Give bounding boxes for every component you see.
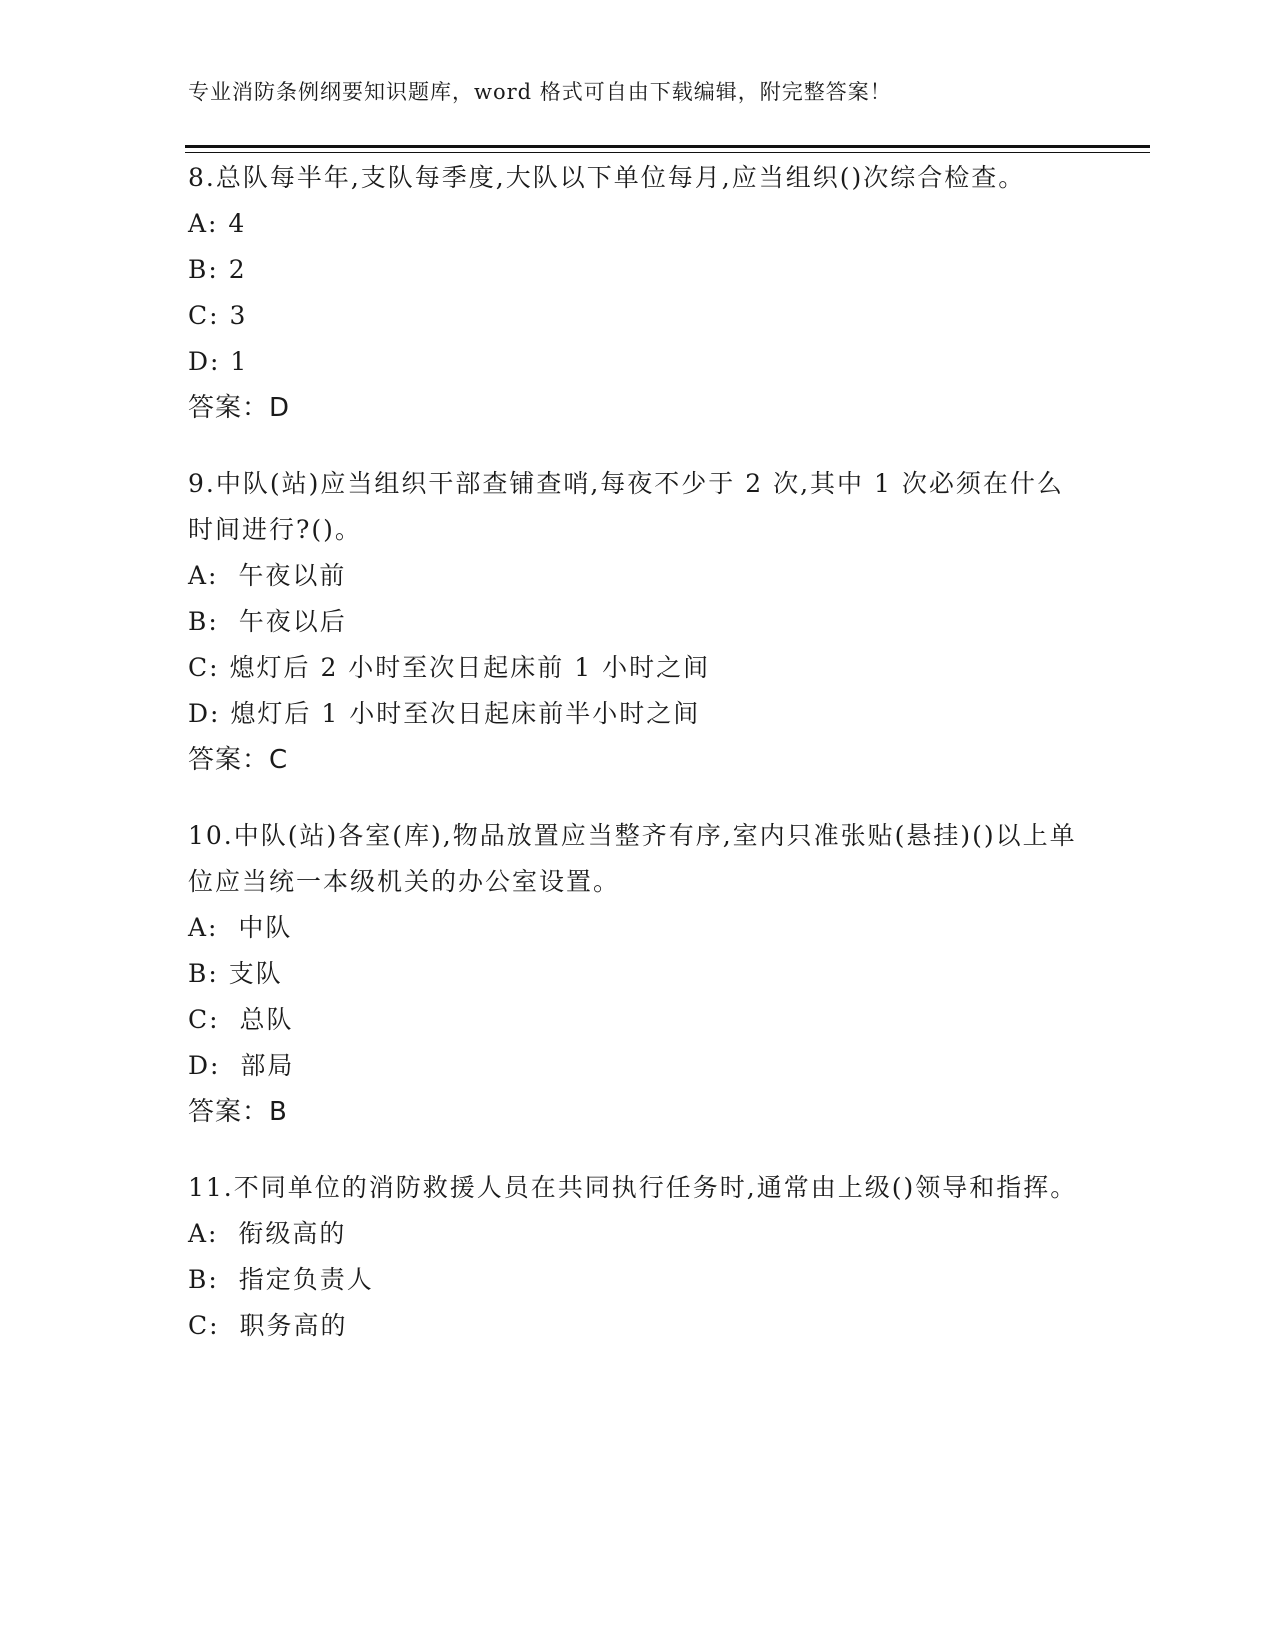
option-d: D: 部局 bbox=[188, 1051, 295, 1080]
option-c: C: 熄灯后 2 小时至次日起床前 1 小时之间 bbox=[188, 653, 711, 682]
option-a: A: 午夜以前 bbox=[188, 561, 347, 590]
document-header: 专业消防条例纲要知识题库，word 格式可自由下载编辑，附完整答案！ bbox=[188, 80, 892, 104]
question-text: 11.不同单位的消防救援人员在共同执行任务时,通常由上级()领导和指挥。 bbox=[188, 1173, 1078, 1202]
question-text: 10.中队(站)各室(库),物品放置应当整齐有序,室内只准张贴(悬挂)()以上单位应当统一本级机关的办公室设置。 bbox=[188, 821, 1077, 896]
question-8 bbox=[188, 155, 1088, 431]
question-10 bbox=[188, 813, 1088, 1135]
option-c: C: 3 bbox=[188, 301, 248, 330]
option-d: D: 1 bbox=[188, 347, 249, 376]
option-b: B: 支队 bbox=[188, 959, 283, 988]
question-9 bbox=[188, 461, 1088, 783]
answer-line: 答案：D bbox=[188, 393, 291, 423]
question-text: 8.总队每半年,支队每季度,大队以下单位每月,应当组织()次综合检查。 bbox=[188, 163, 1026, 192]
header-divider bbox=[185, 145, 1150, 153]
answer-line: 答案：B bbox=[188, 1097, 288, 1127]
option-d: D: 熄灯后 1 小时至次日起床前半小时之间 bbox=[188, 699, 701, 728]
question-list bbox=[188, 155, 1088, 1379]
option-a: A: 中队 bbox=[188, 913, 293, 942]
answer-line: 答案：C bbox=[188, 745, 289, 775]
option-b: B: 午夜以后 bbox=[188, 607, 347, 636]
option-a: A: 4 bbox=[188, 209, 247, 238]
option-b: B: 指定负责人 bbox=[188, 1265, 374, 1294]
question-text: 9.中队(站)应当组织干部查铺查哨,每夜不少于 2 次,其中 1 次必须在什么时间进行?()。 bbox=[188, 469, 1064, 544]
option-b: B: 2 bbox=[188, 255, 247, 284]
option-c: C: 职务高的 bbox=[188, 1311, 348, 1340]
option-a: A: 衔级高的 bbox=[188, 1219, 347, 1248]
option-c: C: 总队 bbox=[188, 1005, 294, 1034]
question-11 bbox=[188, 1165, 1088, 1349]
